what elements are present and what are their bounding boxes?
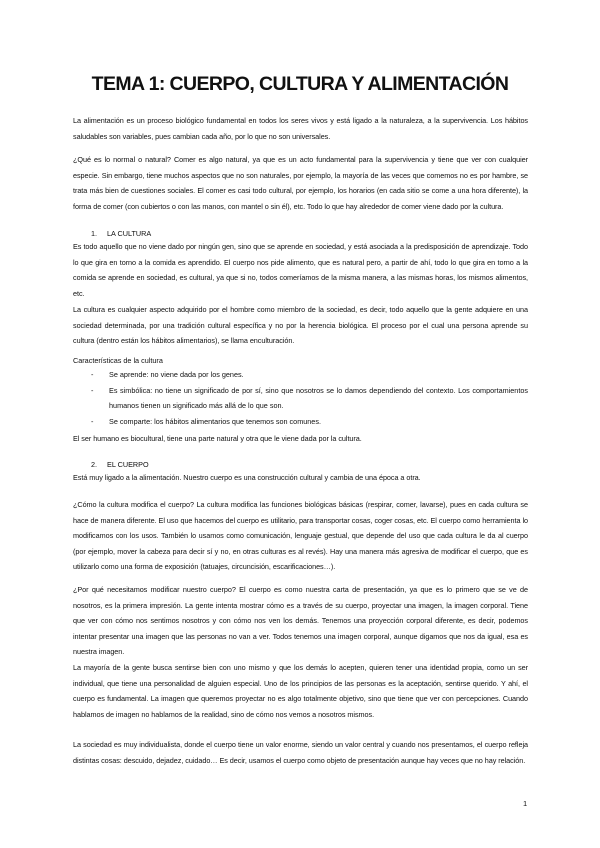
culture-paragraph-2: La cultura es cualquier aspecto adquirido por el hombre como miembro de la sociedad, es decir, todo aquello que la gente adquiere en una sociedad determinada, por una tradición cultural específica y no por la herencia biológica. El proceso por el cual una persona aprende su cultura (dentro están los hábitos alimentarios), se llama enculturación. <box>73 305 528 345</box>
list-item-text: Es simbólica: no tiene un significado de por sí, sino que nosotros se lo damos dependiendo del contexto. Los comportamientos humanos tienen un significado más allá de lo que son. <box>109 385 528 410</box>
list-item <box>91 383 528 414</box>
section-2-number: 2. <box>91 460 98 469</box>
bullet-dash: - <box>91 385 94 395</box>
page-title: TEMA 1: CUERPO, CULTURA Y ALIMENTACIÓN <box>91 73 509 95</box>
biocultural-paragraph: El ser humano es biocultural, tiene una parte natural y otra que le viene dada por la cultura. <box>73 434 362 443</box>
intro-paragraph: La alimentación es un proceso biológico fundamental en todos los seres vivos y está ligado a la naturaleza, a la supervivencia. Los hábitos saludables son variables, pues cambian cada año, por lo que no son universales. <box>73 116 528 141</box>
body-paragraph-2: ¿Cómo la cultura modifica el cuerpo? La cultura modifica las funciones biológicas básicas (respirar, comer, lavarse), pues en cada cultura se hace de manera diferente. El uso que hacemos del cuerpo es utilitario, para transportar cosas, coger cosas, etc. El cuerpo como herramienta lo modificamos con los usos. También lo usamos como comunicación, lenguaje gestual, que depende del uso que cada cultura le da al cuerpo (por ejemplo, mover la cabeza para decir sí y no, en otras culturas es al revés). Hay una manera más agresiva de modificar el cuerpo, que es utilizarlo como una forma de exposición (tatuajes, circuncisión, escarificaciones…). <box>73 500 528 571</box>
characteristics-list <box>91 367 528 429</box>
characteristics-heading: Características de la cultura <box>73 356 163 365</box>
list-item <box>91 414 528 430</box>
body-paragraph-4: La mayoría de la gente busca sentirse bien con uno mismo y que los demás lo acepten, quieren tener una identidad propia, como un ser individual, que tiene una personalidad de alguien especial. Uno de los principios de las personas es la aceptación, sentirse querido. Y ahí, el cuerpo es fundamental. La imagen que queremos proyectar no es algo totalmente objetivo, sino que tiene que ver con percepciones. Cuando hablamos de imagen no hablamos de la realidad, sino de cómo nos vemos a nosotros mismos. <box>73 663 528 719</box>
culture-paragraph-1: Es todo aquello que no viene dado por ningún gen, sino que se aprende en sociedad, y está asociada a la predisposición de aprendizaje. Todo lo que gira en torno a la comida es aprendido. El cuerpo nos pide alimento, que es natural pero, a partir de ahí, todo lo que gira en torno a la comida se aprende en sociedad, es cultural, ya que si no, todos comeríamos de la misma manera, a las mismas horas, los mismos alimentos, etc. <box>73 242 528 298</box>
natural-paragraph: ¿Qué es lo normal o natural? Comer es algo natural, ya que es un acto fundamental para la supervivencia y tiene que ver con cualquier especie. Sin embargo, tiene muchos aspectos que no son naturales, por ejemplo, la mayoría de las veces que comemos no es por hambre, se trata más bien de cuestiones sociales. El comer es casi todo cultural, por ejemplo, los horarios (en cada sitio se come a una hora diferente), la forma de comer (con cubiertos o con las manos, con mantel o sin él), etc. Todo lo que hay alrededor de comer viene dado por la cultura. <box>73 155 528 211</box>
bullet-dash: - <box>91 370 94 379</box>
section-1-title: LA CULTURA <box>107 229 152 238</box>
body-paragraph-1: Está muy ligado a la alimentación. Nuestro cuerpo es una construcción cultural y cambia de una época a otra. <box>73 473 421 482</box>
list-item-text: Se comparte: los hábitos alimentarios que tenemos son comunes. <box>109 416 321 426</box>
bullet-dash: - <box>91 416 94 426</box>
list-item <box>91 367 528 383</box>
page-number: 1 <box>523 799 528 808</box>
section-1-number: 1. <box>91 229 98 238</box>
body-paragraph-5: La sociedad es muy individualista, donde el cuerpo tiene un valor enorme, siendo un valor central y cuando nos presentamos, el cuerpo refleja distintas cosas: descuido, dejadez, cuidado… Es decir, usamos el cuerpo como objeto de presentación aunque hay veces que no hay relación. <box>73 740 528 765</box>
body-paragraph-3: ¿Por qué necesitamos modificar nuestro cuerpo? El cuerpo es como nuestra carta de presentación, ya que es lo primero que se ve de nosotros, es la primera impresión. La gente intenta mostrar cómo es a través de su cuerpo, proyectar una imagen, la imagen corporal. Tiene que ver con cómo nos sentimos nosotros y con cómo nos ven los demás. Tenemos una proyección corporal diferente, es decir, podemos intentar presentar una imagen que las personas no van a ver. Todos tenemos una imagen corporal, aunque digamos que nos da igual, esa es nuestra imagen. <box>73 585 528 656</box>
list-item-text: Se aprende: no viene dada por los genes. <box>109 370 244 379</box>
section-2-title: EL CUERPO <box>107 460 149 469</box>
